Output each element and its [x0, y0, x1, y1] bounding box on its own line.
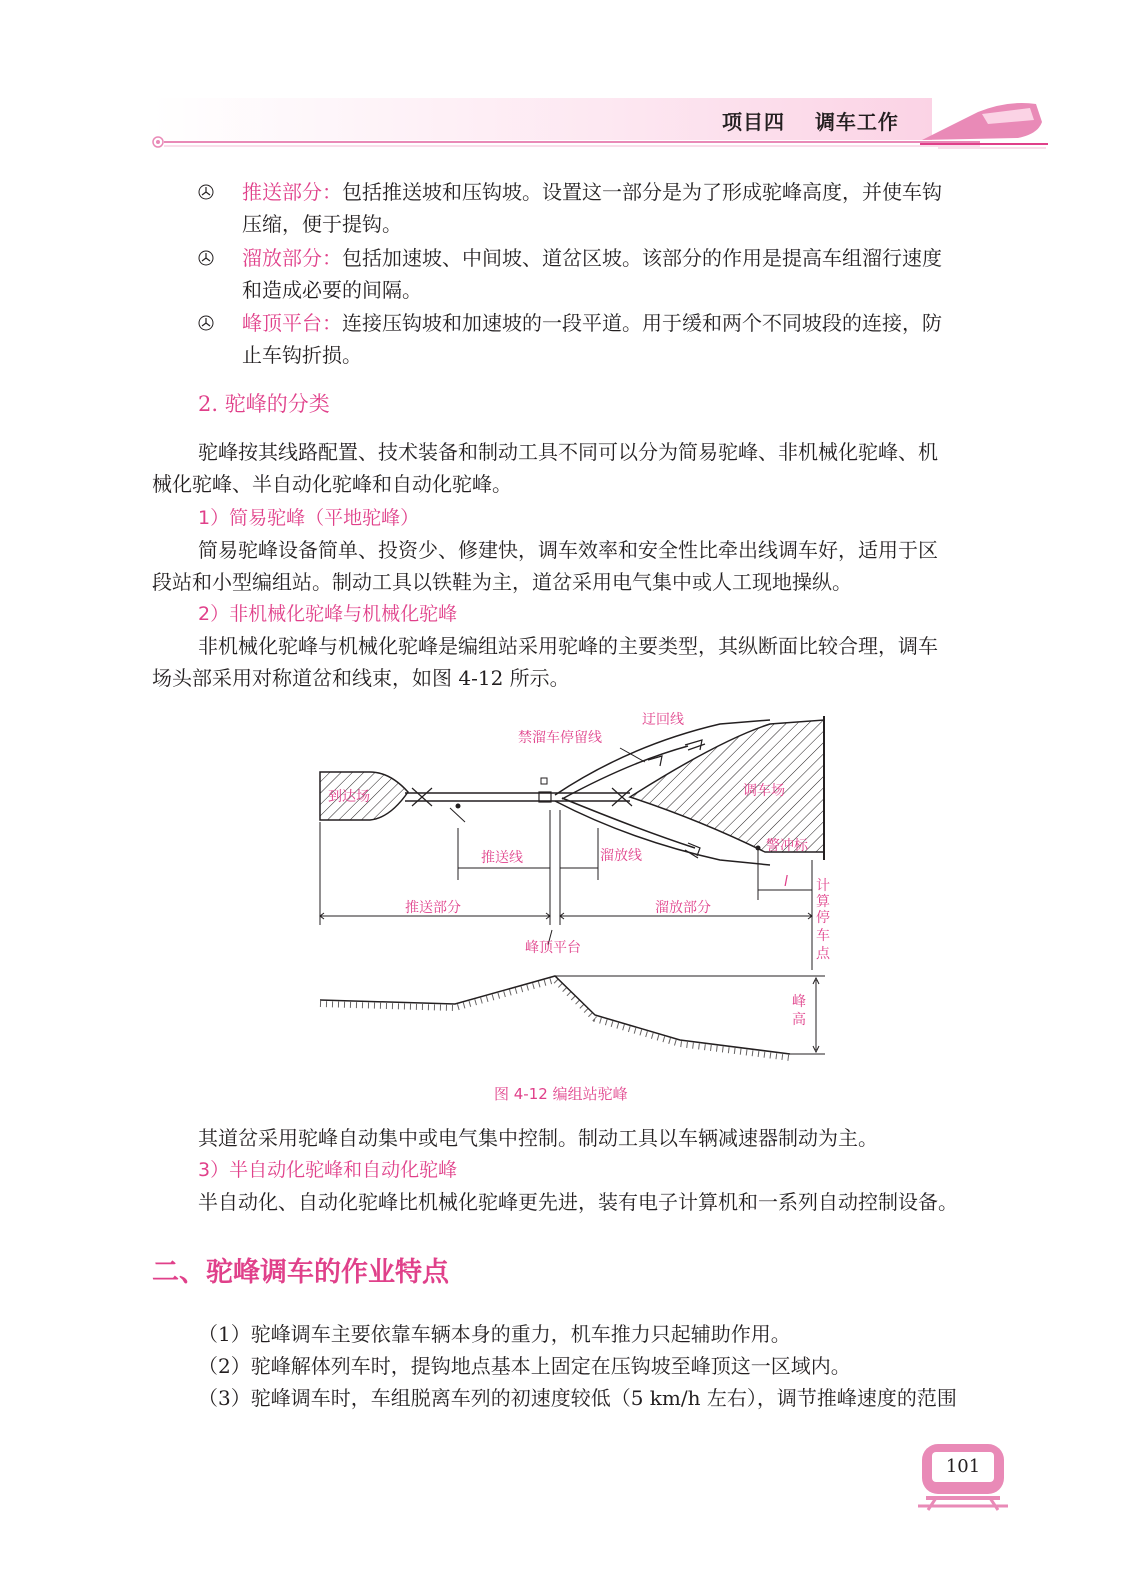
label-arrival: 到达场	[328, 789, 370, 805]
label-push-line: 推送线	[481, 850, 523, 866]
subheading: 2）非机械化驼峰与机械化驼峰	[198, 603, 458, 625]
label-yard: 调车场	[743, 783, 785, 799]
hump-diagram	[300, 700, 860, 1072]
profile-line	[320, 976, 790, 1054]
label-stop: 算	[816, 894, 830, 910]
section-heading: 2. 驼峰的分类	[198, 392, 330, 416]
bullet-item	[198, 176, 1008, 242]
bullet-icon	[198, 315, 214, 331]
label-no-hump: 禁溜车停留线	[518, 730, 602, 746]
label-l: l	[784, 874, 788, 890]
label-stop: 停	[816, 910, 830, 926]
chapter-label: 项目四	[722, 110, 785, 134]
label-height: 峰	[792, 994, 806, 1010]
label-fouling: 警冲标	[766, 838, 808, 854]
bullet-text: 止车钩折损。	[242, 343, 362, 367]
paragraph: 场头部采用对称道岔和线束，如图 4-12 所示。	[152, 666, 570, 690]
label-push-part: 推送部分	[405, 900, 461, 916]
bullet-text: 连接压钩坡和加速坡的一段平道。用于缓和两个不同坡段的连接，防	[342, 311, 942, 335]
bullet-text: 包括加速坡、中间坡、道岔区坡。该部分的作用是提高车组溜行速度	[342, 246, 942, 270]
bullet-icon	[198, 184, 214, 200]
list-item: （1）驼峰调车主要依靠车辆本身的重力，机车推力只起辅助作用。	[198, 1322, 791, 1346]
classification-yard	[630, 720, 824, 852]
list-item: （3）驼峰调车时，车组脱离车列的初速度较低（5 km/h 左右），调节推峰速度的范围	[198, 1386, 957, 1410]
train-icon	[918, 98, 1050, 150]
header-rule	[150, 128, 1050, 158]
bullet-term: 推送部分：	[242, 180, 342, 204]
subheading: 3）半自动化驼峰和自动化驼峰	[198, 1159, 458, 1181]
paragraph: 段站和小型编组站。制动工具以铁鞋为主，道岔采用电气集中或人工现地操纵。	[152, 570, 852, 594]
bullet-item	[198, 307, 1008, 373]
paragraph: 半自动化、自动化驼峰比机械化驼峰更先进，装有电子计算机和一系列自动控制设备。	[198, 1190, 958, 1214]
label-roll-part: 溜放部分	[655, 900, 711, 916]
paragraph: 驼峰按其线路配置、技术装备和制动工具不同可以分为简易驼峰、非机械化驼峰、机	[198, 440, 938, 464]
bullet-item	[198, 242, 1008, 308]
label-roll-line: 溜放线	[600, 848, 642, 864]
section-heading: 二、驼峰调车的作业特点	[152, 1257, 449, 1288]
bullet-text: 压缩，便于提钩。	[242, 212, 402, 236]
page-number: 101	[945, 1456, 981, 1477]
label-detour: 迂回线	[642, 712, 684, 728]
label-crest: 峰顶平台	[525, 940, 581, 956]
chapter-title: 调车工作	[814, 110, 899, 134]
header-title	[722, 106, 899, 135]
paragraph: 非机械化驼峰与机械化驼峰是编组站采用驼峰的主要类型，其纵断面比较合理，调车	[198, 634, 938, 658]
paragraph: 简易驼峰设备简单、投资少、修建快，调车效率和安全性比牵出线调车好，适用于区	[198, 538, 938, 562]
bullet-text: 和造成必要的间隔。	[242, 278, 422, 302]
label-stop: 计	[816, 878, 830, 894]
label-height: 高	[792, 1012, 806, 1028]
bullet-term: 溜放部分：	[242, 246, 342, 270]
list-item: （2）驼峰解体列车时，提钩地点基本上固定在压钩坡至峰顶这一区域内。	[198, 1354, 851, 1378]
paragraph: 其道岔采用驼峰自动集中或电气集中控制。制动工具以车辆减速器制动为主。	[198, 1126, 878, 1150]
bullet-text: 包括推送坡和压钩坡。设置这一部分是为了形成驼峰高度，并使车钩	[342, 180, 942, 204]
bullet-term: 峰顶平台：	[242, 311, 342, 335]
bullet-icon	[198, 250, 214, 266]
page-badge	[916, 1438, 1010, 1516]
figure-caption: 图 4-12 编组站驼峰	[494, 1085, 628, 1103]
subheading: 1）简易驼峰（平地驼峰）	[198, 507, 420, 529]
label-stop: 点	[816, 946, 830, 962]
paragraph: 械化驼峰、半自动化驼峰和自动化驼峰。	[152, 472, 512, 496]
label-stop: 车	[816, 928, 830, 944]
